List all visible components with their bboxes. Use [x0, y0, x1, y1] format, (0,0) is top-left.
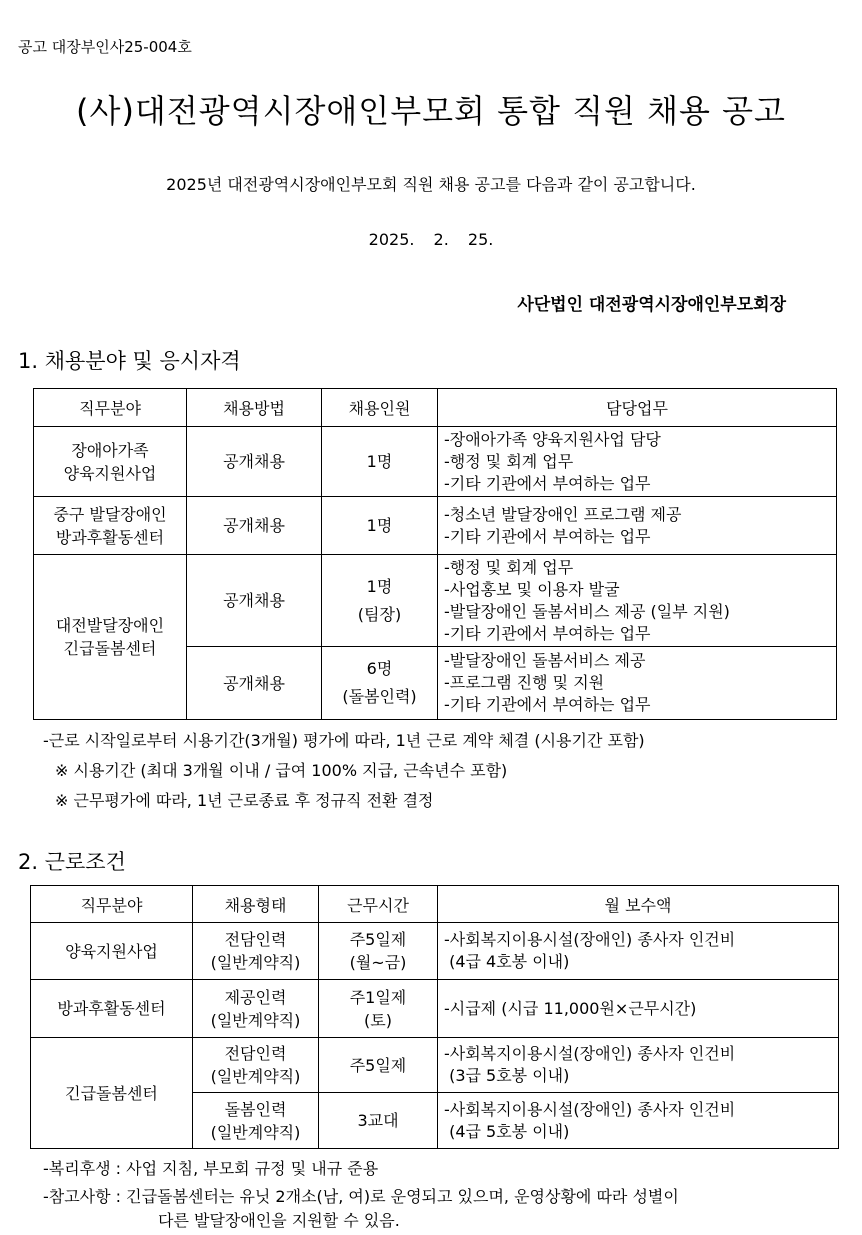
pay-line: -시급제 (시급 11,000원×근무시간)	[444, 998, 697, 1018]
count-cell: 1명	[322, 427, 438, 497]
field-cell	[34, 555, 187, 720]
method-cell: 공개채용	[187, 427, 322, 497]
count-line: 1명	[366, 576, 393, 596]
method-cell: 공개채용	[187, 647, 322, 720]
duties-cell	[438, 555, 837, 647]
duty-item: -발달장애인 돌봄서비스 제공	[444, 651, 646, 670]
duty-item: -발달장애인 돌봄서비스 제공 (일부 지원)	[444, 601, 730, 621]
duty-item: -장애아가족 양육지원사업 담당	[444, 429, 661, 449]
field-cell	[34, 427, 187, 497]
field-line: 긴급돌봄센터	[63, 639, 157, 658]
duty-item: -행정 및 회계 업무	[444, 557, 574, 577]
field-line: 방과후활동센터	[55, 527, 165, 547]
hours-line: (토)	[364, 1010, 392, 1030]
section1-note: ※ 시용기간 (최대 3개월 이내 / 급여 100% 지급, 근속년수 포함)	[55, 761, 508, 780]
type-cell	[193, 980, 319, 1038]
duty-item: -기타 기관에서 부여하는 업무	[444, 695, 651, 714]
pay-line: -사회복지이용시설(장애인) 종사자 인건비	[444, 1099, 736, 1119]
type-cell	[193, 923, 319, 980]
type-line: (일반계약직)	[210, 1010, 301, 1030]
column-header: 담당업무	[438, 389, 837, 427]
pay-line: -사회복지이용시설(장애인) 종사자 인건비	[444, 1044, 736, 1063]
hours-line: 주5일제	[349, 930, 407, 949]
table-row	[31, 923, 839, 980]
recruitment-table	[33, 388, 837, 720]
count-line: (팀장)	[357, 604, 402, 624]
duty-item: -프로그램 진행 및 지원	[444, 673, 605, 692]
section1-note: -근로 시작일로부터 시용기간(3개월) 평가에 따라, 1년 근로 계약 체결 (시용기간 포함)	[43, 731, 645, 750]
hours-cell: 3교대	[319, 1093, 438, 1149]
field-line: 중구 발달장애인	[53, 504, 167, 524]
pay-line: (4급 5호봉 이내)	[444, 1121, 570, 1141]
duty-item: -사업홍보 및 이용자 발굴	[444, 579, 620, 599]
count-cell	[322, 555, 438, 647]
pay-cell	[438, 1093, 839, 1149]
column-header: 채용형태	[193, 886, 319, 923]
table-row	[34, 497, 837, 555]
pay-cell	[438, 1038, 839, 1093]
intro-text: 2025년 대전광역시장애인부모회 직원 채용 공고를 다음과 같이 공고합니다.	[166, 175, 696, 194]
table-row	[34, 555, 837, 647]
column-header: 채용방법	[187, 389, 322, 427]
type-line: (일반계약직)	[210, 1067, 301, 1086]
type-line: (일반계약직)	[210, 1122, 301, 1142]
column-header: 월 보수액	[438, 886, 839, 923]
doc-number: 공고 대장부인사25-004호	[18, 38, 192, 56]
section2-heading: 2. 근로조건	[18, 850, 126, 874]
type-line: (일반계약직)	[210, 953, 301, 972]
count-cell: 1명	[322, 497, 438, 555]
hours-cell: 주5일제	[319, 1038, 438, 1093]
hours-cell	[319, 980, 438, 1038]
pay-line: (3급 5호봉 이내)	[444, 1066, 570, 1085]
hours-cell	[319, 923, 438, 980]
table-row	[31, 1038, 839, 1093]
section1-heading: 1. 채용분야 및 응시자격	[18, 349, 241, 373]
table-row	[31, 980, 839, 1038]
field-line: 양육지원사업	[63, 463, 157, 483]
method-cell: 공개채용	[187, 497, 322, 555]
duty-item: -행정 및 회계 업무	[444, 451, 574, 471]
column-header: 직무분야	[31, 886, 193, 923]
column-header: 근무시간	[319, 886, 438, 923]
table-row	[34, 427, 837, 497]
type-line: 전담인력	[224, 1044, 287, 1063]
section2-note: -참고사항 : 긴급돌봄센터는 유닛 2개소(남, 여)로 운영되고 있으며, 운영상황에 따라 성별이	[43, 1187, 679, 1206]
column-header: 직무분야	[34, 389, 187, 427]
table-header-row	[34, 389, 837, 427]
count-line: (돌봄인력)	[342, 687, 417, 706]
table-header-row	[31, 886, 839, 923]
type-cell	[193, 1093, 319, 1149]
duty-item: -기타 기관에서 부여하는 업무	[444, 526, 651, 546]
pay-line: (4급 4호봉 이내)	[444, 952, 570, 971]
column-header: 채용인원	[322, 389, 438, 427]
pay-line: -사회복지이용시설(장애인) 종사자 인건비	[444, 930, 736, 949]
duties-cell	[438, 647, 837, 720]
field-cell: 양육지원사업	[31, 923, 193, 980]
type-cell	[193, 1038, 319, 1093]
field-cell: 방과후활동센터	[31, 980, 193, 1038]
duty-item: -기타 기관에서 부여하는 업무	[444, 473, 651, 493]
duties-cell	[438, 497, 837, 555]
field-cell: 긴급돌봄센터	[31, 1038, 193, 1149]
announcement-date: 2025. 2. 25.	[368, 230, 494, 249]
hours-line: (월~금)	[349, 953, 407, 972]
count-cell	[322, 647, 438, 720]
section2-note: -복리후생 : 사업 지침, 부모회 규정 및 내규 준용	[43, 1159, 379, 1178]
type-line: 제공인력	[224, 987, 287, 1007]
pay-cell	[438, 980, 839, 1038]
duty-item: -기타 기관에서 부여하는 업무	[444, 623, 651, 643]
method-cell: 공개채용	[187, 555, 322, 647]
field-cell	[34, 497, 187, 555]
duties-cell	[438, 427, 837, 497]
pay-cell	[438, 923, 839, 980]
field-line: 대전발달장애인	[55, 616, 165, 635]
count-line: 6명	[366, 659, 393, 678]
section1-note: ※ 근무평가에 따라, 1년 근로종료 후 정규직 전환 결정	[55, 791, 434, 810]
type-line: 돌봄인력	[224, 1099, 287, 1119]
hours-line: 주1일제	[349, 987, 407, 1007]
working-conditions-table	[30, 885, 839, 1149]
organization-signature: 사단법인 대전광역시장애인부모회장	[517, 295, 786, 315]
field-line: 장애아가족	[71, 440, 149, 460]
page-title: (사)대전광역시장애인부모회 통합 직원 채용 공고	[76, 92, 786, 130]
type-line: 전담인력	[224, 930, 287, 949]
duty-item: -청소년 발달장애인 프로그램 제공	[444, 504, 682, 524]
section2-note: 다른 발달장애인을 지원할 수 있음.	[158, 1211, 400, 1230]
